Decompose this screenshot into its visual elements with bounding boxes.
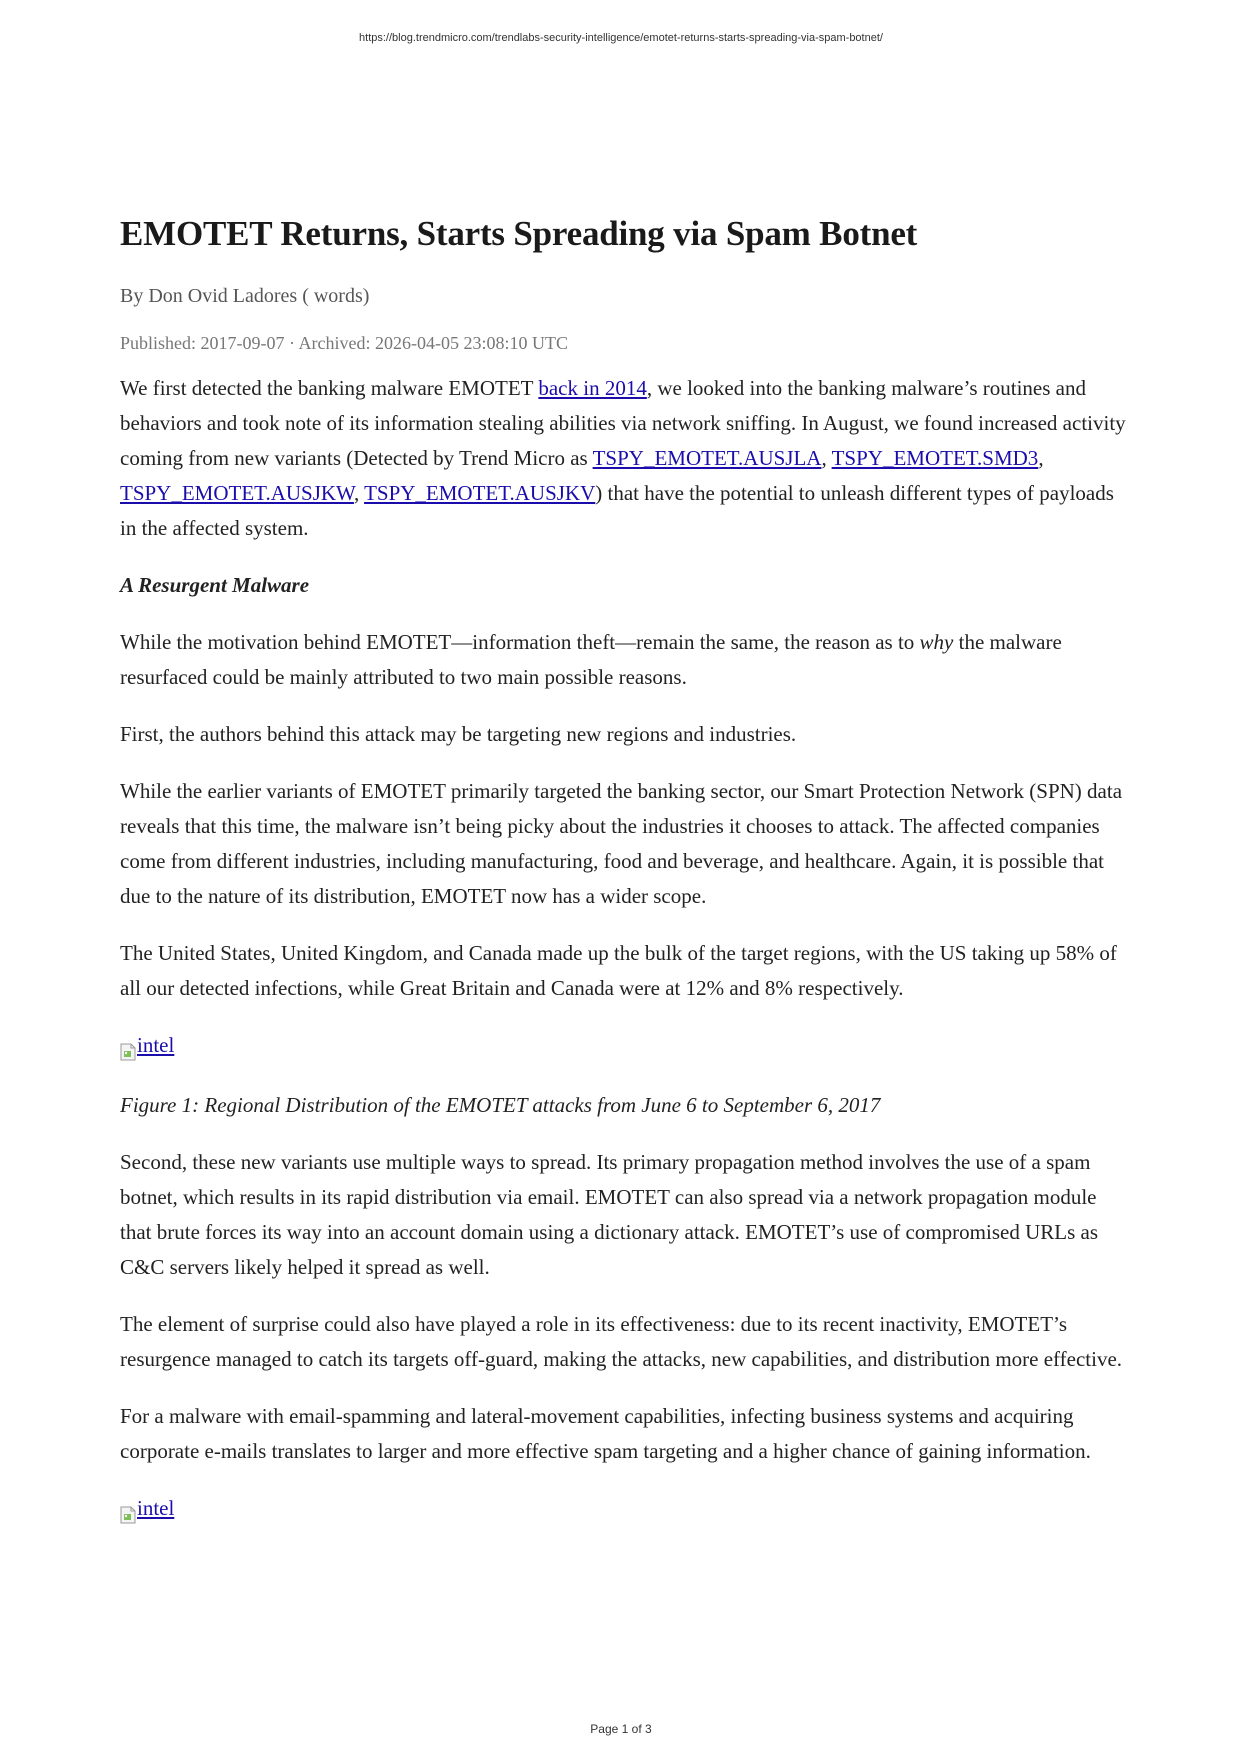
article-title: EMOTET Returns, Starts Spreading via Spam Botnet	[120, 214, 918, 253]
figure-2-alt-text: intel	[137, 1496, 175, 1520]
paragraph-motivation	[120, 625, 1130, 695]
text-span: ,	[821, 446, 832, 470]
link-tspy-emotet-smd3[interactable]: TSPY_EMOTET.SMD3	[831, 446, 1039, 470]
paragraph-propagation: Second, these new variants use multiple ways to spread. Its primary propagation method involves the use of a spam botnet, which results in its rapid distribution via email. EMOTET can also spread via a network propagation module that brute forces its way into an account domain using a dictionary attack. EMOTET’s use of compromised URLs as C&C servers likely helped it spread as well.	[120, 1150, 1099, 1279]
paragraph-surprise: The element of surprise could also have played a role in its effectiveness: due to its recent inactivity, EMOTET’s resurgence managed to catch its targets off-guard, making the attacks, new capabilities, and distribution more effective.	[120, 1312, 1123, 1371]
page-url-header: https://blog.trendmicro.com/trendlabs-security-intelligence/emotet-returns-starts-spreading-via-spam-botnet/	[359, 32, 883, 44]
broken-image-icon	[120, 1500, 136, 1518]
article-byline: By Don Ovid Ladores ( words)	[120, 285, 370, 307]
paragraph-capabilities: For a malware with email-spamming and lateral-movement capabilities, infecting business systems and acquiring corporate e-mails translates to larger and more effective spam targeting and a higher chance of gaining information.	[120, 1404, 1091, 1463]
paragraph-intro	[120, 371, 1130, 546]
broken-image-icon	[120, 1037, 136, 1055]
text-span: , we looked into the banking malware’s routines and behaviors and took note of its information stealing abilities via network sniffing. In August, we found increased activity coming from new variants (Detected by Trend Micro as	[120, 376, 1126, 470]
paragraph-regions: The United States, United Kingdom, and Canada made up the bulk of the target regions, with the US taking up 58% of all our detected infections, while Great Britain and Canada were at 12% and 8% respectively.	[120, 941, 1117, 1000]
paragraph-industries: While the earlier variants of EMOTET primarily targeted the banking sector, our Smart Protection Network (SPN) data reveals that this time, the malware isn’t being picky about the industries it chooses to attack. The affected companies come from different industries, including manufacturing, food and beverage, and healthcare. Again, it is possible that due to the nature of its distribution, EMOTET now has a wider scope.	[120, 779, 1123, 908]
figure-1-image-link[interactable]	[120, 1028, 174, 1063]
link-tspy-emotet-ausjla[interactable]: TSPY_EMOTET.AUSJLA	[592, 446, 822, 470]
figure-1-caption: Figure 1: Regional Distribution of the EMOTET attacks from June 6 to September 6, 2017	[120, 1093, 881, 1117]
page-number: Page 1 of 3	[590, 1722, 652, 1736]
emphasis-text: why	[919, 630, 954, 654]
text-span: ,	[353, 481, 365, 505]
link-back-in-2014[interactable]: back in 2014	[538, 376, 647, 400]
figure-2-image-link[interactable]	[120, 1491, 174, 1526]
article	[120, 212, 1130, 1529]
text-span: While the motivation behind EMOTET—information theft—remain the same, the reason as to	[120, 630, 920, 654]
article-meta: Published: 2017-09-07 · Archived: 2026-04-05 23:08:10 UTC	[120, 333, 568, 353]
link-tspy-emotet-ausjkv[interactable]: TSPY_EMOTET.AUSJKV	[364, 481, 596, 505]
text-span: the malware resurfaced could be mainly attributed to two main possible reasons.	[120, 630, 1062, 689]
link-tspy-emotet-ausjkw[interactable]: TSPY_EMOTET.AUSJKW	[120, 481, 354, 505]
section-heading: A Resurgent Malware	[120, 573, 310, 597]
text-span: We first detected the banking malware EMOTET	[120, 376, 539, 400]
text-span: ) that have the potential to unleash different types of payloads in the affected system.	[120, 481, 1114, 540]
text-span: ,	[1038, 446, 1044, 470]
paragraph-first-reason: First, the authors behind this attack may be targeting new regions and industries.	[120, 722, 797, 746]
figure-1-alt-text: intel	[137, 1033, 175, 1057]
